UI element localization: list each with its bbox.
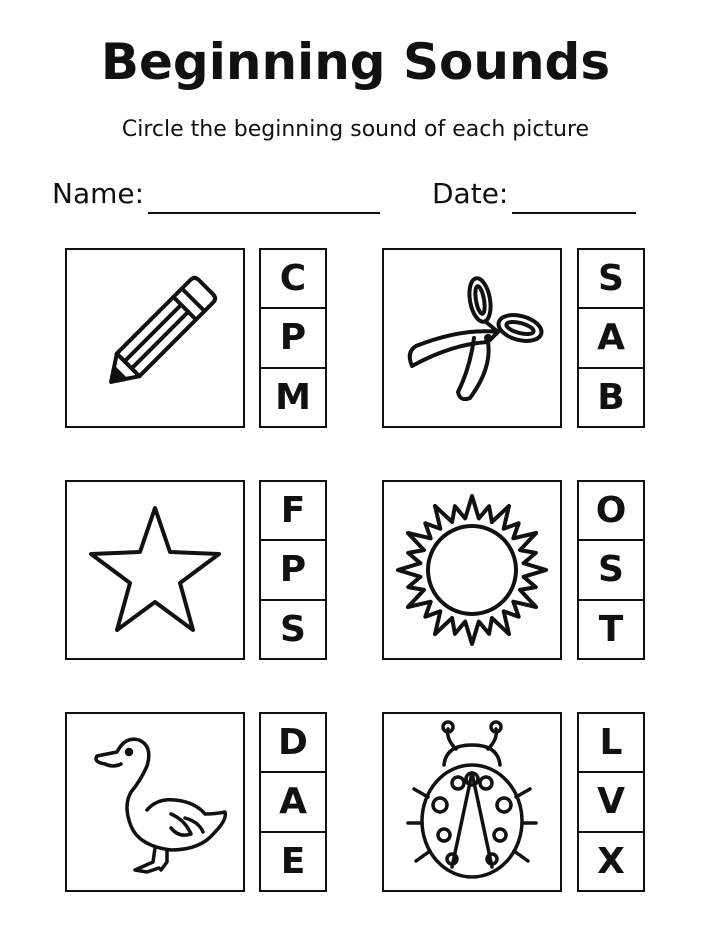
picture-box-ladybug xyxy=(382,712,562,892)
letter-choices-sun xyxy=(577,480,645,660)
letter-choice[interactable]: V xyxy=(579,773,643,832)
name-field[interactable] xyxy=(52,174,380,214)
letter-choices-star xyxy=(259,480,327,660)
sun-icon xyxy=(387,485,557,655)
letter-choice[interactable]: P xyxy=(261,309,325,368)
duck-icon xyxy=(75,722,235,882)
name-label: Name: xyxy=(52,177,145,210)
letter-choice[interactable]: L xyxy=(579,714,643,773)
pencil-icon xyxy=(75,258,235,418)
star-icon xyxy=(75,490,235,650)
name-line[interactable] xyxy=(148,184,380,214)
letter-choices-scissors xyxy=(577,248,645,428)
letter-choice[interactable]: P xyxy=(261,541,325,600)
letter-choice[interactable]: S xyxy=(579,250,643,309)
letter-choice[interactable]: O xyxy=(579,482,643,541)
letter-choice[interactable]: B xyxy=(597,376,625,418)
date-line[interactable] xyxy=(512,184,636,214)
worksheet-instructions: Circle the beginning sound of each picture xyxy=(121,117,590,142)
picture-box-star xyxy=(65,480,245,660)
letter-choices-duck xyxy=(259,712,327,892)
letter-choice[interactable]: E xyxy=(280,840,306,882)
letter-choice[interactable]: C xyxy=(261,250,325,309)
letter-choices-pencil xyxy=(259,248,327,428)
letter-choice[interactable]: S xyxy=(280,608,306,650)
worksheet-title: Beginning Sounds xyxy=(100,33,611,91)
picture-box-duck xyxy=(65,712,245,892)
letter-choice[interactable]: M xyxy=(275,376,311,418)
letter-choice[interactable]: X xyxy=(597,840,625,882)
letter-choice[interactable]: D xyxy=(261,714,325,773)
picture-box-scissors xyxy=(382,248,562,428)
scissors-icon xyxy=(392,258,552,418)
letter-choices-ladybug xyxy=(577,712,645,892)
letter-choice[interactable]: F xyxy=(261,482,325,541)
ladybug-icon xyxy=(392,717,552,887)
letter-choice[interactable]: A xyxy=(261,773,325,832)
picture-box-pencil xyxy=(65,248,245,428)
date-label: Date: xyxy=(432,177,509,210)
picture-box-sun xyxy=(382,480,562,660)
letter-choice[interactable]: S xyxy=(579,541,643,600)
letter-choice[interactable]: T xyxy=(598,608,624,650)
date-field[interactable] xyxy=(432,174,636,214)
letter-choice[interactable]: A xyxy=(579,309,643,368)
